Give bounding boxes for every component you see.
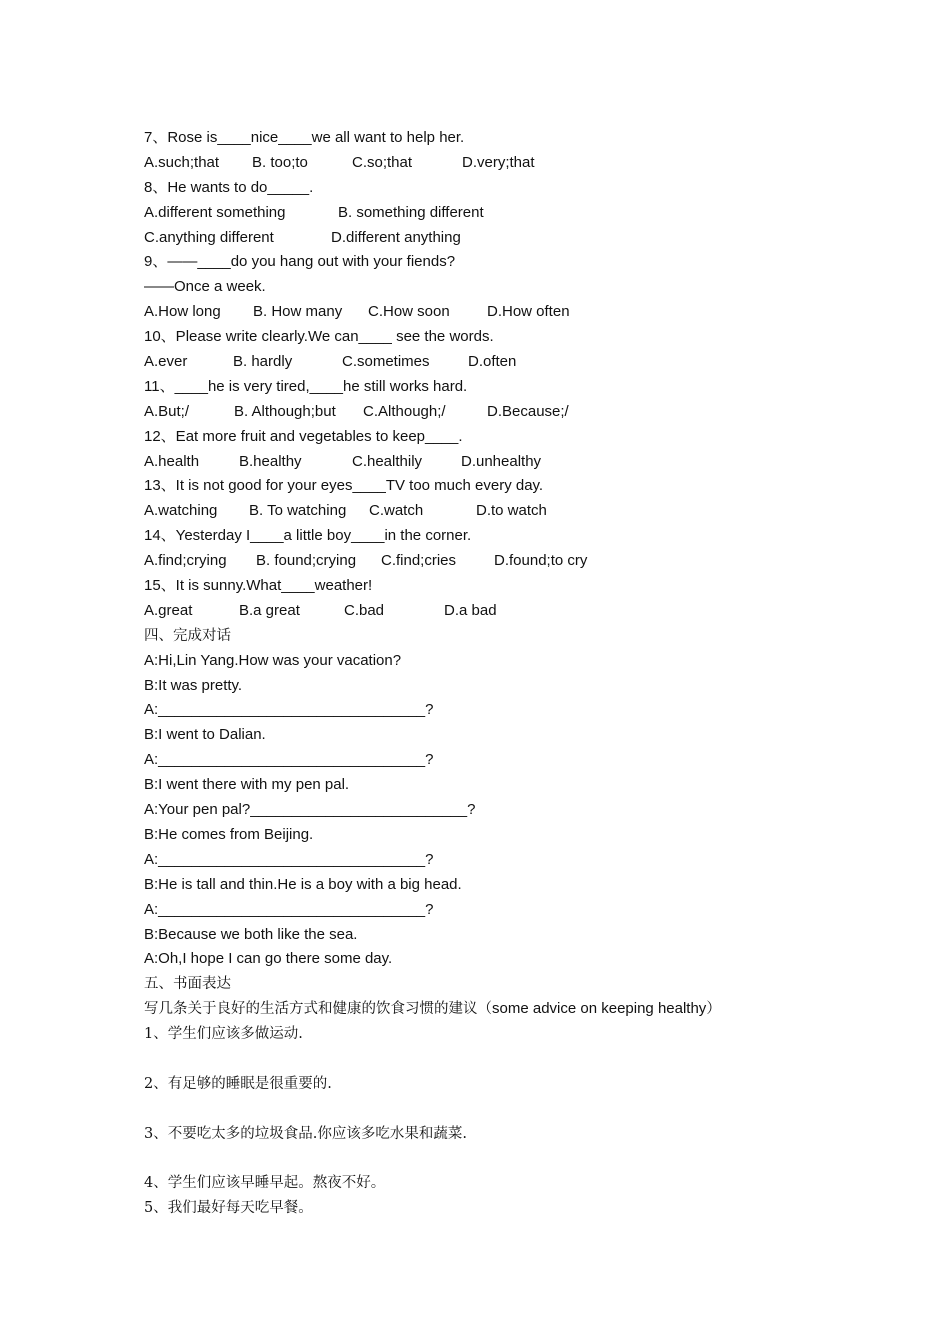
question-10-stem: 10、Please write clearly.We can____ see the words. <box>144 328 494 346</box>
dialogue-blank: A:________________________________? <box>144 751 434 769</box>
q15-option-c: C.bad <box>344 601 385 619</box>
writing-item-2: 2、有足够的睡眠是很重要的. <box>144 1075 332 1092</box>
question-8-options-row-1 <box>144 201 824 226</box>
q14-option-a: A.find;crying <box>144 552 227 570</box>
question-12-options <box>144 450 824 475</box>
writing-item-3: 3、不要吃太多的垃圾食品.你应该多吃水果和蔬菜. <box>144 1125 467 1142</box>
question-12-stem: 12、Eat more fruit and vegetables to keep____. <box>144 427 463 445</box>
writing-item-4: 4、学生们应该早睡早起。熬夜不好。 <box>144 1175 386 1192</box>
q11-option-a: A.But;/ <box>144 402 190 420</box>
q12-option-d: D.unhealthy <box>461 452 542 470</box>
spacer <box>144 1097 824 1122</box>
intro-close: ） <box>706 1001 721 1018</box>
question-15-stem: 15、It is sunny.What____weather! <box>144 577 373 595</box>
writing-item-1: 1、学生们应该多做运动. <box>144 1026 303 1043</box>
q10-option-d: D.often <box>468 353 517 371</box>
writing-item-5: 5、我们最好每天吃早餐。 <box>144 1200 313 1217</box>
q14-option-b: B. found;crying <box>256 552 357 570</box>
spacer <box>144 1047 824 1072</box>
q12-option-c: C.healthily <box>352 452 423 470</box>
question-7-options <box>144 151 824 176</box>
dialogue-line: B:He is tall and thin.He is a boy with a big head. <box>144 875 462 893</box>
dialogue-blank: A:________________________________? <box>144 850 434 868</box>
dialogue-line: A:Oh,I hope I can go there some day. <box>144 950 393 968</box>
q8-option-b: B. something different <box>338 203 484 221</box>
dialogue-blank: A:Your pen pal?__________________________? <box>144 801 476 819</box>
q13-option-a: A.watching <box>144 502 218 520</box>
question-14-options <box>144 549 824 574</box>
question-13-options <box>144 499 824 524</box>
q8-option-a: A.different something <box>144 203 286 221</box>
q14-option-c: C.find;cries <box>381 552 457 570</box>
dialogue-line: B:I went there with my pen pal. <box>144 776 350 794</box>
question-9-stem: 9、——____do you hang out with your fiends? <box>144 253 456 271</box>
q11-option-c: C.Although;/ <box>363 402 446 420</box>
question-11-options <box>144 400 824 425</box>
q9-option-b: B. How many <box>253 303 343 321</box>
spacer <box>144 1147 824 1172</box>
q11-option-d: D.Because;/ <box>487 402 569 420</box>
intro-english: some advice on keeping healthy <box>492 1000 707 1018</box>
q9-option-d: D.How often <box>487 303 570 321</box>
q13-option-c: C.watch <box>369 502 424 520</box>
q14-option-d: D.found;to cry <box>494 552 588 570</box>
q12-option-a: A.health <box>144 452 200 470</box>
q9-option-c: C.How soon <box>368 303 450 321</box>
section-5-intro <box>144 997 824 1022</box>
q13-option-d: D.to watch <box>476 502 547 520</box>
q10-option-c: C.sometimes <box>342 353 430 371</box>
question-10-options <box>144 350 824 375</box>
q15-option-b: B.a great <box>239 601 300 619</box>
question-9-options <box>144 300 824 325</box>
question-14-stem: 14、Yesterday I____a little boy____in the corner. <box>144 527 472 545</box>
dialogue-blank: A:________________________________? <box>144 701 434 719</box>
dialogue-line: A:Hi,Lin Yang.How was your vacation? <box>144 651 402 669</box>
q12-option-b: B.healthy <box>239 452 302 470</box>
q9-option-a: A.How long <box>144 303 221 321</box>
section-5-heading: 五、书面表达 <box>144 976 231 993</box>
dialogue-line: B:He comes from Beijing. <box>144 825 314 843</box>
q7-option-c: C.so;that <box>352 153 413 171</box>
section-4-heading: 四、完成对话 <box>144 627 231 644</box>
q7-option-d: D.very;that <box>462 153 535 171</box>
dialogue-line: B:Because we both like the sea. <box>144 925 358 943</box>
q10-option-a: A.ever <box>144 353 188 371</box>
question-11-stem: 11、____he is very tired,____he still works hard. <box>144 377 468 395</box>
question-7-stem: 7、Rose is____nice____we all want to help her. <box>144 129 465 146</box>
dialogue-line: B:I went to Dalian. <box>144 726 266 744</box>
question-9-response: ——Once a week. <box>144 278 266 296</box>
question-15-options <box>144 599 824 624</box>
q13-option-b: B. To watching <box>249 502 347 520</box>
dialogue-blank: A:________________________________? <box>144 900 434 918</box>
q7-option-a: A.such;that <box>144 153 220 171</box>
q7-option-b: B. too;to <box>252 153 308 171</box>
document-page <box>144 126 824 1221</box>
q15-option-d: D.a bad <box>444 601 497 619</box>
q8-option-d: D.different anything <box>331 228 461 246</box>
question-8-stem: 8、He wants to do_____. <box>144 178 314 196</box>
q8-option-c: C.anything different <box>144 228 274 246</box>
intro-chinese: 写几条关于良好的生活方式和健康的饮食习惯的建议（ <box>144 1001 492 1018</box>
question-13-stem: 13、It is not good for your eyes____TV too much every day. <box>144 477 544 495</box>
q11-option-b: B. Although;but <box>234 402 336 420</box>
dialogue-line: B:It was pretty. <box>144 676 243 694</box>
q10-option-b: B. hardly <box>233 353 293 371</box>
q15-option-a: A.great <box>144 601 193 619</box>
question-8-options-row-2 <box>144 226 824 251</box>
